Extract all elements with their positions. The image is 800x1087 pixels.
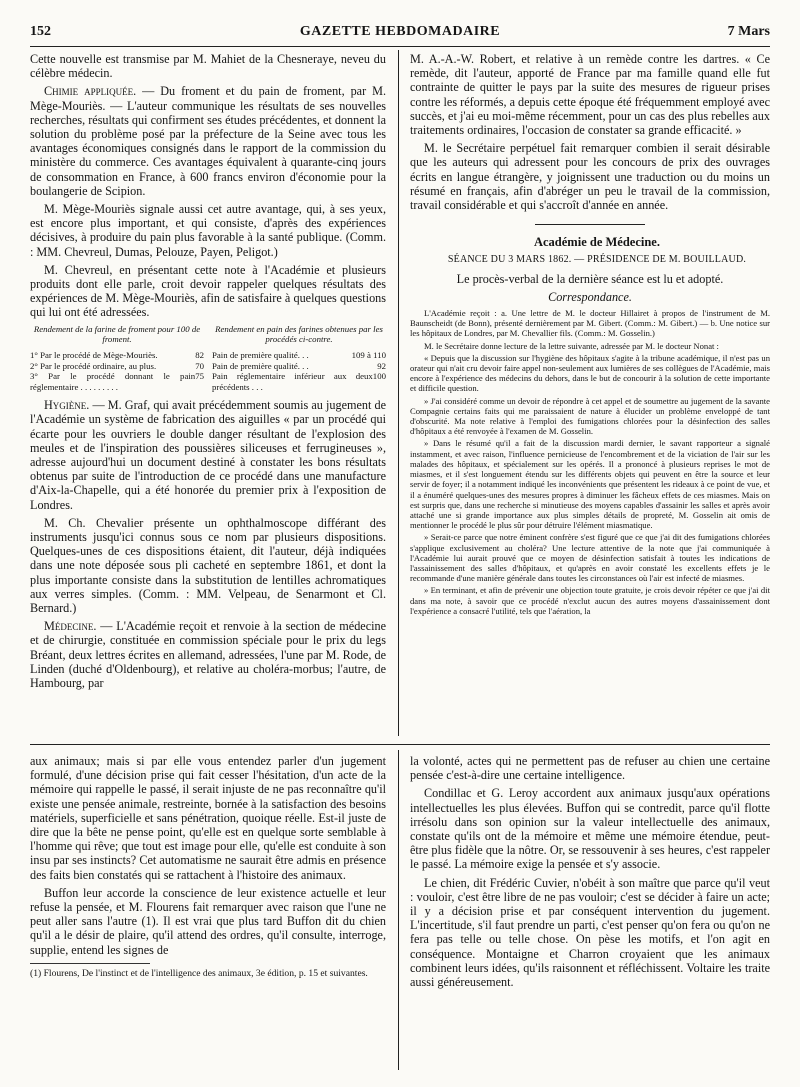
table-row: 3° Par le procédé donnant le pain réglementaire . . . . . . . . . 75: [30, 371, 204, 392]
section-rule: [535, 224, 645, 225]
newspaper-page: [30, 22, 770, 1072]
table-row: Pain de première qualité. . . 92: [212, 360, 386, 371]
paragraph: aux animaux; mais si par elle vous entendez parler d'un jugement formulé, d'une décision prise qui fait cesser l'hésitation, d'un acte de la mémoire qui rappelle le passé, il serait injuste de ne pas reconnaître qu'il existe une pensée animale, restreinte, bornée à la satisfaction des besoins matériels, superficielle et sans pénétration, quoique réelle. Est-il juste de dire que la bête ne pense point, qu'elle est en quelque sorte semblable à l'homme qui rêve; que tout est image pour elle, qu'elle est conduite à son insu par ses instincts? Cet automatisme ne saurait être admis en présence des faits bien constatés qui se rattachent à l'histoire des animaux.: [30, 754, 386, 882]
feuilleton-rule: [30, 744, 770, 745]
section-lead: Chimie appliquée.: [44, 84, 137, 99]
section-lead: Médecine.: [44, 619, 97, 634]
table-row: Pain réglementaire inférieur aux deux précédents . . . 100: [212, 371, 386, 392]
table-row: 1° Par le procédé de Mège-Mouriès. 82: [30, 350, 204, 361]
table-right: [212, 324, 386, 392]
table-row: Pain de première qualité. . . 109 à 110: [212, 350, 386, 361]
column-divider: [398, 750, 399, 1070]
footnote-rule: [30, 963, 150, 964]
paragraph: Médecine. — L'Académie reçoit et renvoie à la section de médecine et de chirurgie, constituée en commission spéciale pour le prix du legs Bréant, deux lettres écrites en allemand, adressées, l'une par M. Rode, de Linden (duché d'Oldenbourg), et relative au choléra-morbus; l'autre, de Hambourg, par: [30, 619, 386, 690]
small-paragraph: » Serait-ce parce que notre éminent confrère s'est figuré que ce que j'ai dit des fumigations chlorées s'applique exclusivement au choléra? Une lecture attentive de la note que j'ai communiquée à l'Académie lui aurait prouvé que ce moyen de désinfection satisfait à toutes les indications de l'assainissement des salles d'hôpitaux, et qu'après en avoir constaté les excellents effets je le recommande d'une manière générale dans toutes les circonstances où l'air est infecté de miasmes.: [410, 532, 770, 584]
header-rule: [30, 46, 770, 47]
paragraph: Condillac et G. Leroy accordent aux animaux jusqu'aux opérations intellectuelles les plus élevées. Buffon qui se contredit, parce qu'il flotte irrésolu dans son opinion sur la valeur intellectuelle des animaux, constate qu'ils ont de la mémoire et même une mémoire étendue, peut-être plus fidèle que la nôtre. Or, se ressouvenir à ses heures, c'est rappeler le passé. La mémoire exige la pensée et s'y associe.: [410, 786, 770, 872]
page-number: 152: [30, 24, 51, 39]
upper-right-column: [410, 52, 770, 618]
correspondance-heading: Correspondance.: [548, 289, 632, 304]
proces-verbal: Le procès-verbal de la dernière séance est lu et adopté.: [456, 271, 724, 286]
paragraph: M. A.-A.-W. Robert, et relative à un remède contre les dartres. « Ce remède, dit l'auteur, apporté de France par ma famille quand elle fut contrainte de quitter le pays par la suite des mesures de rigueur prises contre les réformés, a depuis cette époque été fréquemment employé avec succès, et j'ai eu moi-même récemment, pour un cas des plus rebelles aux traitements ordinaires, l'occasion de constater sa grande efficacité. »: [410, 52, 770, 138]
paragraph: Cette nouvelle est transmise par M. Mahiet de la Chesneraye, neveu du célèbre médecin.: [30, 52, 386, 81]
section-lead: Hygiène.: [44, 398, 90, 413]
table-head: Rendement en pain des farines obtenues par les procédés ci-contre.: [215, 323, 383, 345]
paragraph: Hygiène. — M. Graf, qui avait précédemment soumis au jugement de l'Académie un système de fabrication des aiguilles « par un procédé qui écarte pour les ouvriers le double danger résultant de l'explosion des meules et de l'inspiration des poussières siliceuses et ferrugineuses », adresse aujourd'hui un document destiné à constater les bons résultats obtenus par suite de l'introduction de ce procédé dans une manufacture d'Aix-la-Chapelle, qui a été honorée du premier prix à l'exposition de Londres.: [30, 398, 386, 512]
yield-table: [30, 324, 386, 392]
paragraph: M. Chevreul, en présentant cette note à l'Académie et plusieurs produits dont elle parle, croit devoir rappeler quelques résultats des expériences de M. Mège-Mouriès, afin de satisfaire à quelques questions qui lui ont été adressées.: [30, 262, 386, 320]
small-paragraph: » Dans le résumé qu'il a fait de la discussion mardi dernier, le savant rapporteur a signalé instamment, et avec raison, l'influence pernicieuse de l'encombrement et de la viciation de l'air sur les malades des hôpitaux, et spécialement sur les opérés. Il a prononcé à plusieurs reprises le mot de miasmes, et il s'est longuement étendu sur les différents objets qui peuvent en être la source et leur servir de foyer; il a notamment indiqué les inconvénients que présentent les rideaux à ce point de vue, et il a énuméré quelques-unes des mesures propres à diminuer les fâcheux effets de ces miasmes. Mais on est surpris que, dans une recherche si minutieuse des moyens capables d'assainir les salles et après avoir attaché une si grande importance aux plus simples détails de propreté, M. Gosselin ait omis de mentionner le procédé le plus sûr pour détruire l'élément miasmatique.: [410, 438, 770, 531]
paragraph: M. Ch. Chevalier présente un ophthalmoscope différant des instruments jusqu'ici connus sous ce nom par plusieurs dispositions. Quelques-unes de ces dispositions étaient, dit l'auteur, déjà indiquées dans une note déposée sous pli cacheté en septembre 1861, et dont la plus importante consiste dans la substitution de lentilles achromatiques aux verres simples. (Comm. : MM. Velpeau, de Senarmont et Cl. Bernard.): [30, 515, 386, 615]
paragraph: M. le Secrétaire perpétuel fait remarquer combien il serait désirable que les auteurs qui adressent pour les concours de prix des ouvrages écrits en langue étrangère, y joignissent une traduction ou du moins un résumé en français, afin d'abréger un peu le travail de la commission, travail considérable et qui s'accroît d'année en année.: [410, 141, 770, 213]
issue-date: 7 Mars: [727, 24, 770, 39]
journal-title: GAZETTE HEBDOMADAIRE: [299, 24, 501, 39]
paragraph: la volonté, actes qui ne permettent pas de refuser au chien une certaine pensée c'est-à-dire une certaine intelligence.: [410, 754, 770, 783]
page-header: [30, 22, 770, 44]
paragraph: M. Mège-Mouriès signale aussi cet autre avantage, qui, à ses yeux, est encore plus important, et qui consiste, d'après des expériences décisives, à produire du pain plus favorable à la santé publique. (Comm. : MM. Chevreul, Dumas, Pelouze, Payen, Peligot.): [30, 202, 386, 259]
correspondance-text: [410, 308, 770, 616]
footnote: (1) Flourens, De l'instinct et de l'intelligence des animaux, 3e édition, p. 15 et suivantes.: [30, 967, 368, 979]
small-paragraph: M. le Secrétaire donne lecture de la lettre suivante, adressée par M. le docteur Nonat :: [424, 340, 719, 351]
paragraph: Le chien, dit Frédéric Cuvier, n'obéit à son maître que parce qu'il veut : vouloir, c'est être libre de ne pas vouloir; c'est se décider à faire un acte; il y a décision prise et par conséquent intervention du jugement. L'incertitude, s'il faut prendre un parti, c'est penser qu'on fera ou qu'on ne fera pas telle ou telle chose. On pèse les motifs, et l'on agit en conséquence. Montaigne et Charron croyaient que les animaux combinent leurs idées, qu'ils raisonnent et réfléchissent. Voltaire les traite aussi généreusement.: [410, 875, 770, 990]
lower-right-column: [410, 754, 770, 993]
small-paragraph: L'Académie reçoit : a. Une lettre de M. le docteur Hillairet à propos de l'instrument de M. Baunscheidt (de Bonn), présenté dernièrement par M. Gibert. (Comm.: M. Gibert.) — b. Une notice sur les hôpitaux de Londres, par M. Chevallier fils. (Comm.: M. Gosselin.): [410, 308, 770, 339]
paragraph: Buffon leur accorde la conscience de leur existence actuelle et leur refuse la pensée, et M. Flourens fait remarquer avec raison que l'une ne peut aller sans l'autre (1). Il est vrai que plus tard Buffon dit du chien qu'il a le désir de plaire, qu'il attend des ordres, qu'il consulte, interroge, supplie, entend les signes de: [30, 885, 386, 957]
small-paragraph: » J'ai considéré comme un devoir de répondre à cet appel et de soumettre au jugement de la savante Compagnie certains faits qui me paraissaient de nature à élucider un problème enveloppé de tant d'obscurité. Ma note relative à l'emploi des fumigations chlorées pour la désinfection des salles d'hôpitaux a été renvoyée à l'examen de M. Gosselin.: [410, 395, 770, 437]
seance-line: SÉANCE DU 3 MARS 1862. — PRÉSIDENCE DE M. BOUILLAUD.: [447, 254, 747, 266]
column-divider: [398, 50, 399, 736]
paragraph: Chimie appliquée. — Du froment et du pain de froment, par M. Mège-Mouriès. — L'auteur communique les résultats de ses nouvelles recherches, résultats qui confirment ses études précédentes, et donnent la solution du problème posé par la préfecture de la Seine avec tous les avantages économiques consignés dans le rapport de la commission du ministère du commerce. Ces avantages équivalent à quarante-cinq jours de consommation en France, à 600 francs environ d'économie pour la boulangerie de Scipion.: [30, 84, 386, 198]
table-left: [30, 324, 204, 392]
small-paragraph: « Depuis que la discussion sur l'hygiène des hôpitaux s'agite à la tribune académique, il n'est pas un orateur qui n'ait cru devoir faire appel non-seulement aux lumières de ses collègues de l'Académie, mais encore à l'expérience des médecins du dehors, dans le but de concourir à la solution de cette importante et difficile question.: [410, 352, 770, 394]
upper-left-column: [30, 52, 386, 694]
small-paragraph: » En terminant, et afin de prévenir une objection toute gratuite, je crois devoir répéter ce que j'ai dit dans ma note, à savoir que ce procédé n'exclut aucun des autres moyens d'assainissement dont l'expérience a consacré l'utilité, tels que l'aération, la: [410, 585, 770, 616]
lower-left-column: [30, 754, 386, 983]
table-head: Rendement de la farine de froment pour 100 de froment.: [33, 323, 201, 345]
table-row: 2° Par le procédé ordinaire, au plus. 70: [30, 360, 204, 371]
academy-heading: Académie de Médecine.: [533, 235, 660, 250]
